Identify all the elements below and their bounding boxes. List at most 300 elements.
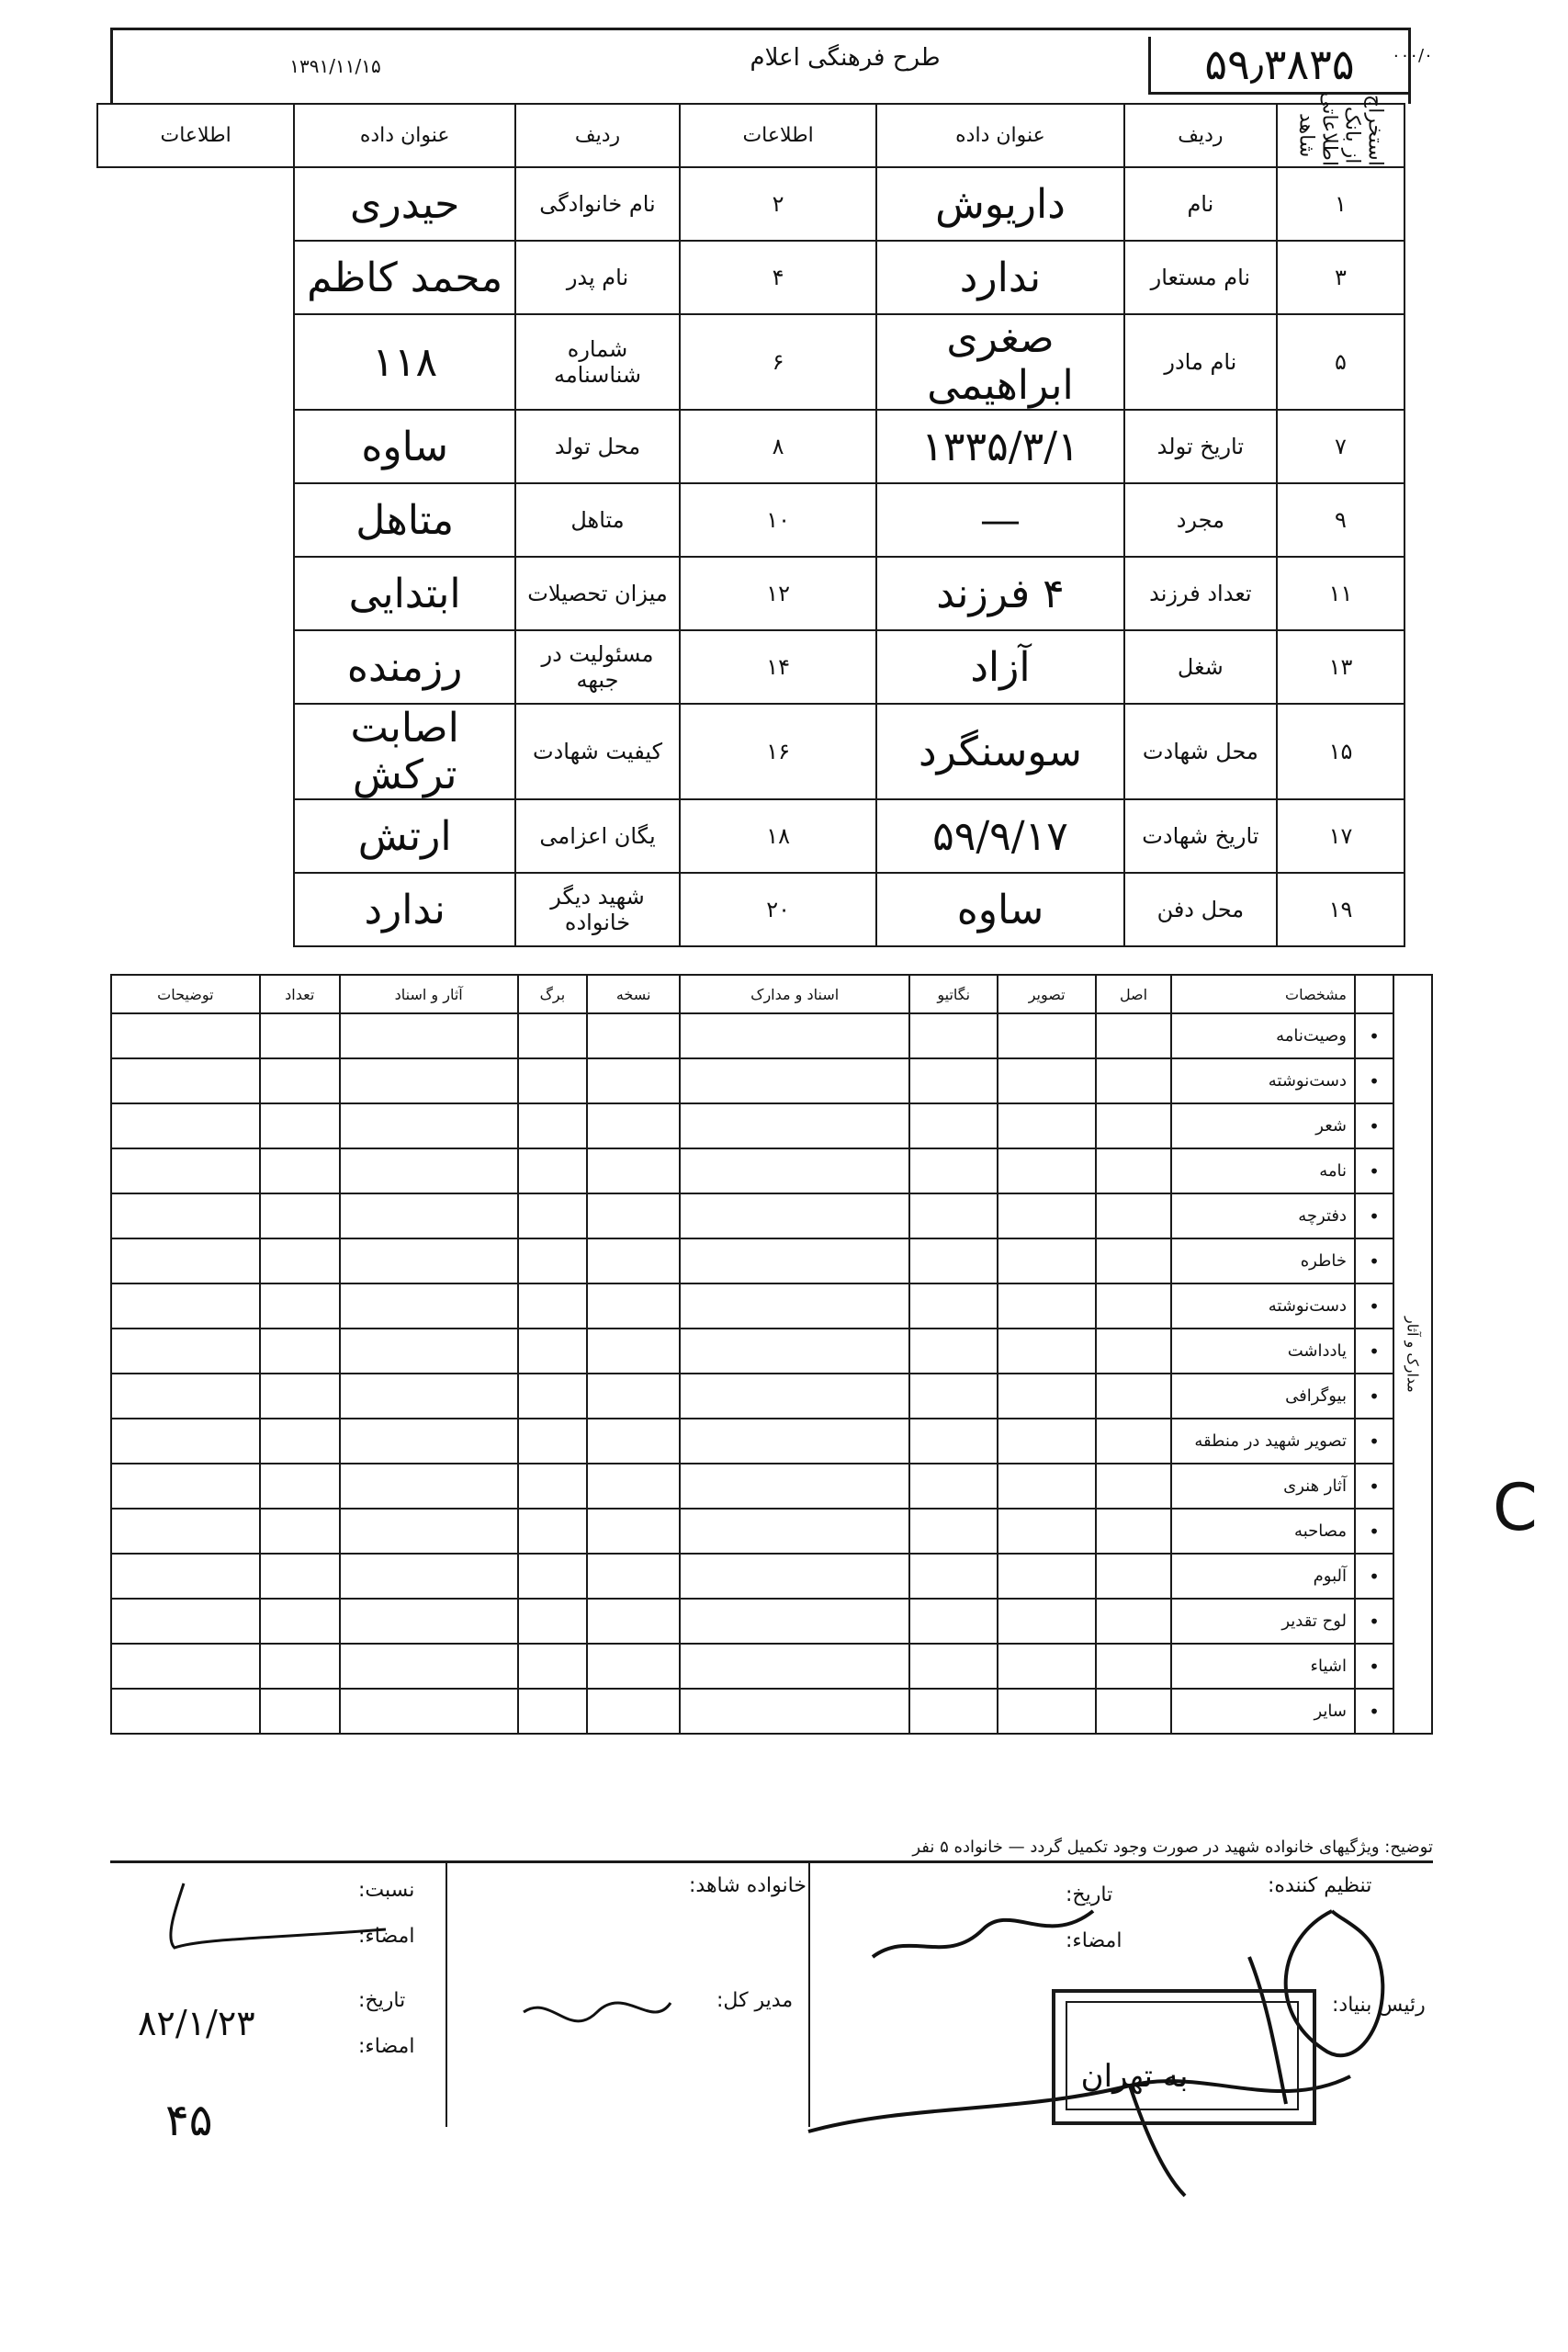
grid-cell	[680, 1554, 909, 1599]
bullet-icon: •	[1355, 1103, 1393, 1148]
grid-header-cell: نسخه	[587, 975, 680, 1013]
grid-row-label: آلبوم	[1171, 1554, 1355, 1599]
info-value: سوسنگرد	[876, 704, 1124, 799]
grid-cell	[998, 1464, 1096, 1509]
info-label: شهید دیگر خانواده	[515, 873, 680, 946]
grid-cell	[587, 1283, 680, 1329]
bullet-icon: •	[1355, 1419, 1393, 1464]
row-number: ۱۷	[1277, 799, 1404, 873]
grid-cell	[340, 1238, 518, 1283]
grid-cell	[909, 1193, 998, 1238]
grid-cell	[909, 1238, 998, 1283]
grid-cell	[909, 1554, 998, 1599]
grid-cell	[909, 1058, 998, 1103]
bullet-icon: •	[1355, 1238, 1393, 1283]
grid-side-label: مدارک و آثار	[1393, 975, 1432, 1734]
signature-manager	[514, 1975, 680, 2049]
grid-cell	[998, 1013, 1096, 1058]
handwritten-date: ۸۲/۱/۲۳	[138, 2003, 255, 2043]
grid-cell	[587, 1374, 680, 1419]
family-label: خانواده شاهد:	[689, 1874, 807, 1897]
grid-cell	[260, 1509, 340, 1554]
info-label: مسئولیت در جبهه	[515, 630, 680, 704]
grid-cell	[909, 1509, 998, 1554]
grid-cell	[1096, 1058, 1171, 1103]
info-label: نام	[1124, 167, 1277, 241]
grid-cell	[1096, 1464, 1171, 1509]
grid-header-cell: نگاتیو	[909, 975, 998, 1013]
grid-cell	[909, 1464, 998, 1509]
relation-label: نسبت:	[358, 1879, 415, 1902]
grid-cell	[260, 1148, 340, 1193]
grid-row-label: بیوگرافی	[1171, 1374, 1355, 1419]
page-title: طرح فرهنگی اعلام	[750, 44, 941, 72]
grid-cell	[587, 1689, 680, 1734]
grid-cell	[1096, 1689, 1171, 1734]
divider	[446, 1860, 447, 2127]
info-label: نام خانوادگی	[515, 167, 680, 241]
col-title: عنوان داده	[876, 104, 1124, 167]
manager-label: مدیر کل:	[716, 1989, 794, 2012]
note-line: توضیح: ویژگیهای خانواده شهید در صورت وجود تکمیل گردد — خانواده ۵ نفر	[912, 1838, 1433, 1857]
bullet-icon: •	[1355, 1509, 1393, 1554]
grid-cell	[680, 1599, 909, 1644]
grid-cell	[998, 1554, 1096, 1599]
info-label: محل شهادت	[1124, 704, 1277, 799]
grid-cell	[680, 1238, 909, 1283]
grid-cell	[998, 1193, 1096, 1238]
info-value: محمد کاظم	[294, 241, 515, 314]
grid-cell	[340, 1374, 518, 1419]
row-number: ۱۲	[680, 557, 876, 630]
col-info: اطلاعات	[680, 104, 876, 167]
row-number: ۱۰	[680, 483, 876, 557]
grid-cell	[1096, 1013, 1171, 1058]
grid-row	[111, 1509, 1432, 1554]
row-number: ۹	[1277, 483, 1404, 557]
col-title-2: عنوان داده	[294, 104, 515, 167]
grid-cell	[680, 1419, 909, 1464]
row-number: ۱	[1277, 167, 1404, 241]
grid-cell	[518, 1238, 587, 1283]
grid-cell	[998, 1058, 1096, 1103]
info-value: حیدری	[294, 167, 515, 241]
info-row	[97, 704, 1404, 799]
grid-row	[111, 1644, 1432, 1689]
grid-row	[111, 1283, 1432, 1329]
grid-row-label: اشیاء	[1171, 1644, 1355, 1689]
grid-cell	[340, 1058, 518, 1103]
grid-cell	[340, 1554, 518, 1599]
grid-cell	[518, 1464, 587, 1509]
grid-cell	[1096, 1283, 1171, 1329]
grid-cell	[587, 1103, 680, 1148]
grid-cell	[111, 1013, 260, 1058]
grid-cell	[111, 1689, 260, 1734]
grid-cell	[1096, 1419, 1171, 1464]
col-info-2: اطلاعات	[97, 104, 294, 167]
grid-cell	[998, 1329, 1096, 1374]
grid-cell	[111, 1509, 260, 1554]
bullet-icon: •	[1355, 1058, 1393, 1103]
grid-cell	[518, 1283, 587, 1329]
grid-cell	[680, 1374, 909, 1419]
grid-row	[111, 1103, 1432, 1148]
grid-cell	[340, 1283, 518, 1329]
info-value: اصابت ترکش	[294, 704, 515, 799]
grid-cell	[909, 1689, 998, 1734]
info-label: تاریخ تولد	[1124, 410, 1277, 483]
director-label: رئیس بنیاد:	[1332, 1994, 1426, 2017]
grid-cell	[260, 1689, 340, 1734]
grid-cell	[111, 1238, 260, 1283]
grid-cell	[111, 1464, 260, 1509]
grid-header-cell: برگ	[518, 975, 587, 1013]
info-label: تاریخ شهادت	[1124, 799, 1277, 873]
grid-cell	[340, 1509, 518, 1554]
grid-cell	[340, 1464, 518, 1509]
grid-cell	[680, 1148, 909, 1193]
info-row	[97, 630, 1404, 704]
grid-cell	[340, 1644, 518, 1689]
info-row	[97, 241, 1404, 314]
col-row-no-2: ردیف	[515, 104, 680, 167]
info-label: نام مادر	[1124, 314, 1277, 410]
row-number: ۵	[1277, 314, 1404, 410]
grid-cell	[111, 1103, 260, 1148]
grid-cell	[260, 1644, 340, 1689]
sign2-label: امضاء:	[358, 2035, 415, 2058]
grid-cell	[587, 1599, 680, 1644]
grid-cell	[111, 1193, 260, 1238]
grid-cell	[680, 1689, 909, 1734]
grid-cell	[340, 1193, 518, 1238]
signature-family	[147, 1874, 423, 1957]
grid-corner	[1355, 975, 1393, 1013]
grid-cell	[518, 1148, 587, 1193]
grid-cell	[998, 1689, 1096, 1734]
grid-cell	[998, 1419, 1096, 1464]
preparer-date-label: تاریخ:	[1066, 1883, 1113, 1906]
header-corner-mark: ۰۰۰/۰	[1392, 46, 1433, 65]
info-label: شماره شناسنامه	[515, 314, 680, 410]
info-value: ندارد	[294, 873, 515, 946]
grid-row-label: نامه	[1171, 1148, 1355, 1193]
info-value: متاهل	[294, 483, 515, 557]
row-number: ۱۹	[1277, 873, 1404, 946]
grid-cell	[909, 1599, 998, 1644]
grid-header-cell: آثار و اسناد	[340, 975, 518, 1013]
info-value: داریوش	[876, 167, 1124, 241]
grid-cell	[998, 1374, 1096, 1419]
grid-row-label: دفترچه	[1171, 1193, 1355, 1238]
info-row	[97, 410, 1404, 483]
bullet-icon: •	[1355, 1554, 1393, 1599]
grid-cell	[1096, 1644, 1171, 1689]
info-label: محل تولد	[515, 410, 680, 483]
grid-cell	[909, 1374, 998, 1419]
grid-cell	[340, 1103, 518, 1148]
grid-cell	[680, 1464, 909, 1509]
grid-cell	[998, 1283, 1096, 1329]
grid-cell	[909, 1103, 998, 1148]
bullet-icon: •	[1355, 1689, 1393, 1734]
info-table	[96, 91, 1405, 947]
info-value: رزمنده	[294, 630, 515, 704]
grid-row	[111, 1374, 1432, 1419]
info-label: تعداد فرزند	[1124, 557, 1277, 630]
grid-cell	[518, 1419, 587, 1464]
info-header-row	[97, 104, 1404, 167]
grid-row-label: شعر	[1171, 1103, 1355, 1148]
grid-cell	[111, 1374, 260, 1419]
info-label: یگان اعزامی	[515, 799, 680, 873]
grid-row-label: مصاحبه	[1171, 1509, 1355, 1554]
grid-cell	[587, 1419, 680, 1464]
info-label: نام مستعار	[1124, 241, 1277, 314]
grid-cell	[111, 1599, 260, 1644]
row-number: ۴	[680, 241, 876, 314]
grid-cell	[587, 1058, 680, 1103]
preparer-label: تنظیم کننده:	[1268, 1874, 1372, 1897]
grid-cell	[111, 1329, 260, 1374]
grid-cell	[998, 1238, 1096, 1283]
info-label: شغل	[1124, 630, 1277, 704]
row-number: ۱۴	[680, 630, 876, 704]
grid-cell	[260, 1103, 340, 1148]
preparer-sign-label: امضاء:	[1066, 1929, 1122, 1952]
grid-cell	[1096, 1554, 1171, 1599]
grid-cell	[587, 1554, 680, 1599]
grid-cell	[260, 1058, 340, 1103]
row-number: ۷	[1277, 410, 1404, 483]
info-label: نام پدر	[515, 241, 680, 314]
grid-cell	[518, 1013, 587, 1058]
grid-row	[111, 1148, 1432, 1193]
grid-cell	[340, 1329, 518, 1374]
row-number: ۱۳	[1277, 630, 1404, 704]
grid-header-cell: مشخصات	[1171, 975, 1355, 1013]
grid-header-cell: توضیحات	[111, 975, 260, 1013]
grid-header-cell: اسناد و مدارک	[680, 975, 909, 1013]
row-number: ۶	[680, 314, 876, 410]
grid-cell	[260, 1599, 340, 1644]
row-number: ۲۰	[680, 873, 876, 946]
info-value: ارتش	[294, 799, 515, 873]
info-value: ۵۹/۹/۱۷	[876, 799, 1124, 873]
info-value: ۴ فرزند	[876, 557, 1124, 630]
grid-cell	[587, 1464, 680, 1509]
grid-cell	[111, 1644, 260, 1689]
grid-row-label: تصویر شهید در منطقه	[1171, 1419, 1355, 1464]
info-label: مجرد	[1124, 483, 1277, 557]
grid-row-label: دست‌نوشته	[1171, 1283, 1355, 1329]
grid-cell	[340, 1013, 518, 1058]
grid-cell	[340, 1148, 518, 1193]
bullet-icon: •	[1355, 1374, 1393, 1419]
info-label: محل دفن	[1124, 873, 1277, 946]
info-row	[97, 873, 1404, 946]
grid-cell	[260, 1419, 340, 1464]
grid-header-cell: تعداد	[260, 975, 340, 1013]
grid-cell	[998, 1599, 1096, 1644]
grid-row	[111, 1554, 1432, 1599]
grid-header-row	[111, 975, 1432, 1013]
grid-cell	[680, 1329, 909, 1374]
grid-header-cell: تصویر	[998, 975, 1096, 1013]
grid-cell	[340, 1599, 518, 1644]
grid-header-cell: اصل	[1096, 975, 1171, 1013]
grid-cell	[680, 1103, 909, 1148]
grid-cell	[260, 1283, 340, 1329]
grid-cell	[260, 1329, 340, 1374]
grid-cell	[1096, 1193, 1171, 1238]
grid-cell	[518, 1058, 587, 1103]
grid-cell	[909, 1419, 998, 1464]
grid-cell	[587, 1509, 680, 1554]
bullet-icon: •	[1355, 1329, 1393, 1374]
grid-row	[111, 1193, 1432, 1238]
info-label: میزان تحصیلات	[515, 557, 680, 630]
grid-row	[111, 1013, 1432, 1058]
info-value: —	[876, 483, 1124, 557]
grid-cell	[518, 1103, 587, 1148]
grid-cell	[587, 1329, 680, 1374]
header-date: ۱۳۹۱/۱۱/۱۵	[289, 55, 381, 77]
grid-cell	[260, 1464, 340, 1509]
grid-cell	[680, 1193, 909, 1238]
info-value: ساوه	[294, 410, 515, 483]
grid-cell	[909, 1283, 998, 1329]
grid-cell	[111, 1148, 260, 1193]
grid-cell	[260, 1554, 340, 1599]
bullet-icon: •	[1355, 1464, 1393, 1509]
bullet-icon: •	[1355, 1148, 1393, 1193]
info-row	[97, 167, 1404, 241]
grid-cell	[1096, 1238, 1171, 1283]
grid-cell	[340, 1689, 518, 1734]
grid-cell	[587, 1644, 680, 1689]
grid-row-label: آثار هنری	[1171, 1464, 1355, 1509]
grid-cell	[909, 1329, 998, 1374]
grid-cell	[998, 1509, 1096, 1554]
grid-cell	[1096, 1148, 1171, 1193]
grid-cell	[518, 1554, 587, 1599]
grid-cell	[111, 1058, 260, 1103]
grid-cell	[1096, 1103, 1171, 1148]
document-code: ۵۹٫۳۸۳۵	[1148, 37, 1408, 95]
info-value: آزاد	[876, 630, 1124, 704]
grid-cell	[1096, 1599, 1171, 1644]
info-row	[97, 799, 1404, 873]
grid-cell	[111, 1554, 260, 1599]
grid-cell	[680, 1013, 909, 1058]
grid-cell	[998, 1148, 1096, 1193]
grid-cell	[680, 1058, 909, 1103]
archive-grid-table	[110, 974, 1433, 1735]
row-number: ۸	[680, 410, 876, 483]
info-value: ۱۳۳۵/۳/۱	[876, 410, 1124, 483]
grid-cell	[340, 1419, 518, 1464]
grid-cell	[1096, 1374, 1171, 1419]
bullet-icon: •	[1355, 1599, 1393, 1644]
grid-cell	[680, 1644, 909, 1689]
grid-cell	[909, 1013, 998, 1058]
row-number: ۳	[1277, 241, 1404, 314]
grid-cell	[518, 1599, 587, 1644]
grid-row-label: سایر	[1171, 1689, 1355, 1734]
grid-row	[111, 1464, 1432, 1509]
info-row	[97, 483, 1404, 557]
grid-cell	[1096, 1509, 1171, 1554]
grid-cell	[260, 1013, 340, 1058]
grid-cell	[111, 1283, 260, 1329]
grid-row-label: یادداشت	[1171, 1329, 1355, 1374]
grid-cell	[587, 1148, 680, 1193]
margin-mark: C	[1493, 1470, 1538, 1545]
grid-row-label: لوح تقدیر	[1171, 1599, 1355, 1644]
row-number: ۲	[680, 167, 876, 241]
grid-cell	[680, 1509, 909, 1554]
grid-row	[111, 1599, 1432, 1644]
info-value: صغری ابراهیمی	[876, 314, 1124, 410]
grid-cell	[518, 1689, 587, 1734]
grid-row	[111, 1689, 1432, 1734]
row-number: ۱۵	[1277, 704, 1404, 799]
grid-row	[111, 1329, 1432, 1374]
grid-cell	[111, 1419, 260, 1464]
grid-row-label: دست‌نوشته	[1171, 1058, 1355, 1103]
grid-cell	[998, 1644, 1096, 1689]
bullet-icon: •	[1355, 1644, 1393, 1689]
grid-cell	[260, 1238, 340, 1283]
grid-row	[111, 1419, 1432, 1464]
grid-cell	[998, 1103, 1096, 1148]
relation-sign-label: امضاء:	[358, 1925, 415, 1948]
grid-row	[111, 1058, 1432, 1103]
grid-cell	[518, 1509, 587, 1554]
info-value: ساوه	[876, 873, 1124, 946]
row-number: ۱۱	[1277, 557, 1404, 630]
grid-cell	[587, 1238, 680, 1283]
bullet-icon: •	[1355, 1013, 1393, 1058]
grid-cell	[587, 1193, 680, 1238]
grid-cell	[518, 1193, 587, 1238]
grid-cell	[587, 1013, 680, 1058]
info-value: ابتدایی	[294, 557, 515, 630]
grid-cell	[260, 1374, 340, 1419]
signature-preparer	[863, 1893, 1102, 1984]
grid-row-label: وصیت‌نامه	[1171, 1013, 1355, 1058]
row-number: ۱۶	[680, 704, 876, 799]
stamp-text: به تهران	[1080, 2058, 1189, 2095]
grid-row-label: خاطره	[1171, 1238, 1355, 1283]
grid-cell	[909, 1644, 998, 1689]
info-row	[97, 314, 1404, 410]
info-value: ۱۱۸	[294, 314, 515, 410]
col-row-no: ردیف	[1124, 104, 1277, 167]
grid-cell	[1096, 1329, 1171, 1374]
grid-cell	[680, 1283, 909, 1329]
info-value: ندارد	[876, 241, 1124, 314]
info-row	[97, 557, 1404, 630]
row-number: ۱۸	[680, 799, 876, 873]
date-label: تاریخ:	[358, 1989, 406, 2012]
bullet-icon: •	[1355, 1283, 1393, 1329]
handwritten-number: ۴۵	[165, 2095, 213, 2146]
grid-cell	[518, 1329, 587, 1374]
grid-cell	[909, 1148, 998, 1193]
